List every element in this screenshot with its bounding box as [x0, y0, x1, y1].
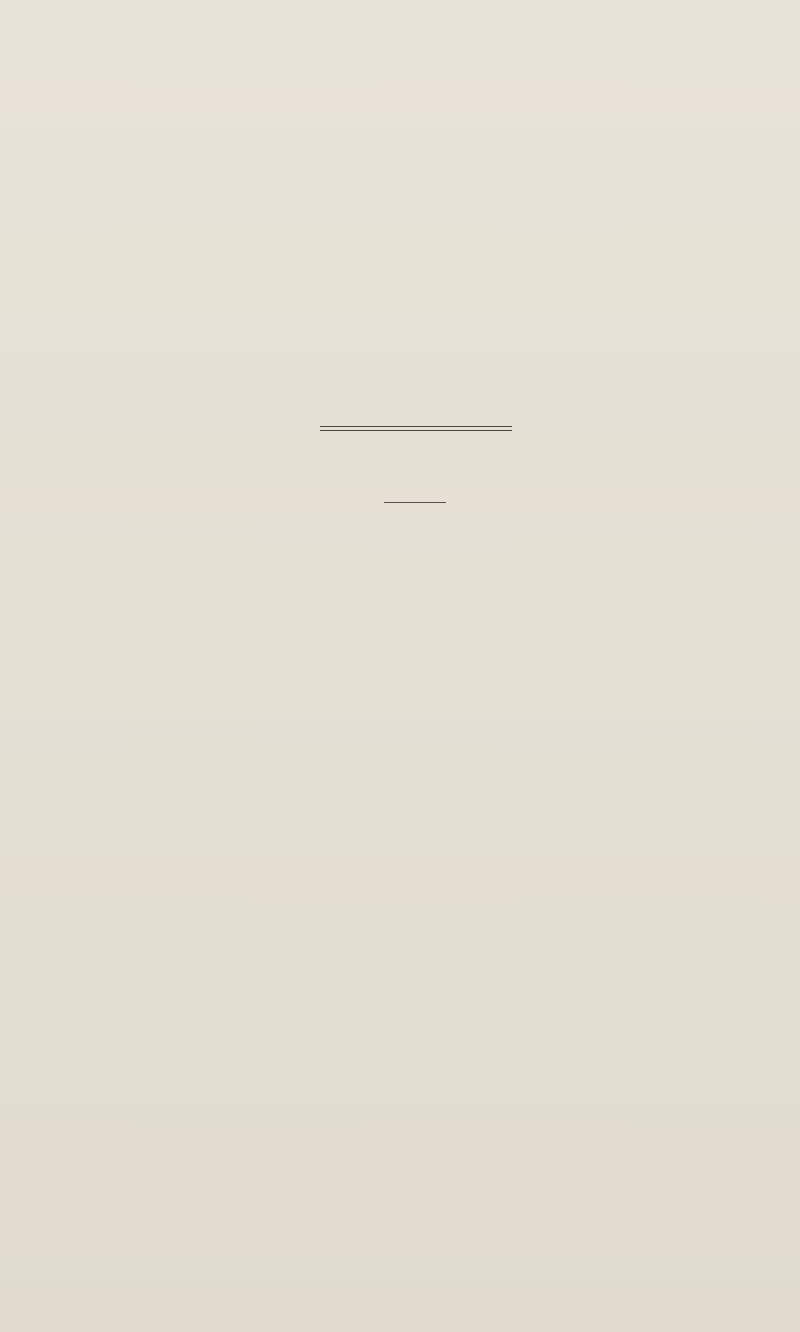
- section-title-rule: [384, 502, 446, 503]
- section-divider-double: [320, 430, 512, 431]
- page-header: [0, 82, 800, 116]
- section-divider: [320, 426, 512, 427]
